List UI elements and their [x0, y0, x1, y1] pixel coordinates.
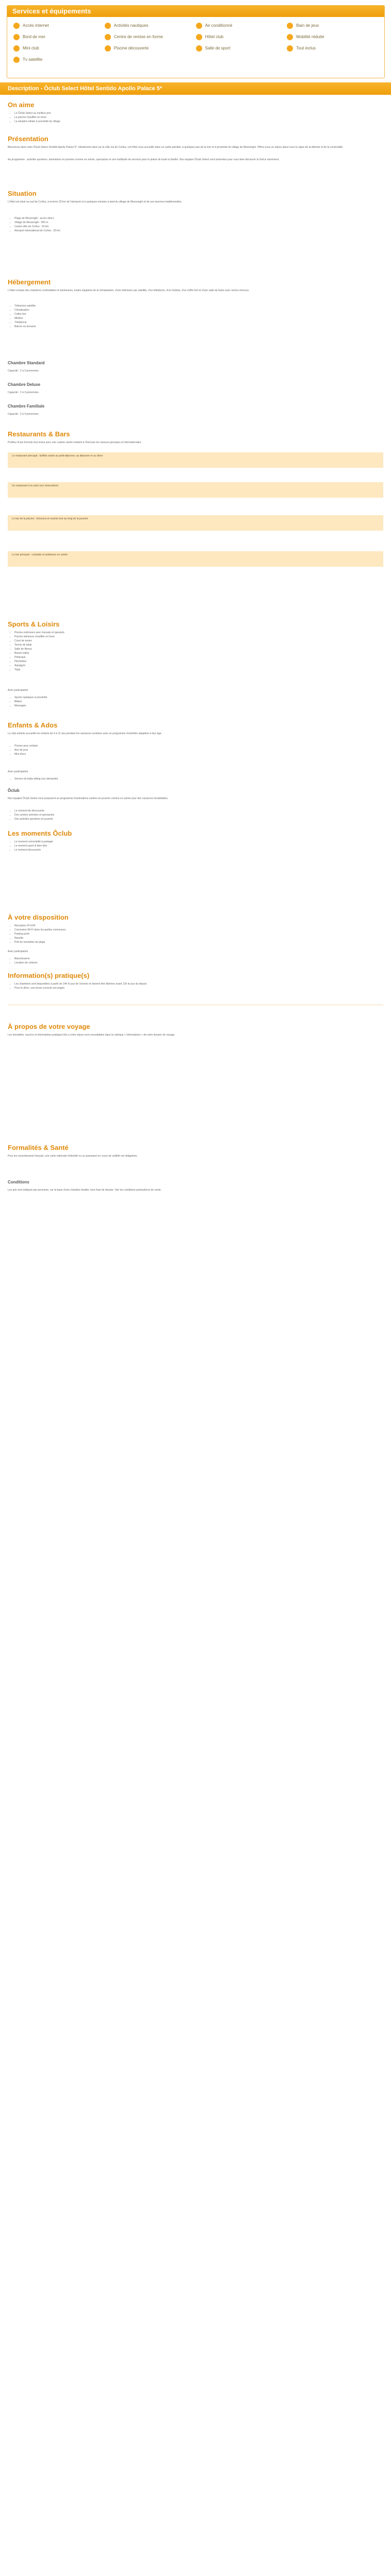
list-item: • Réception 24 h/24	[14, 924, 372, 928]
description-bar: Description - Ôclub Select Hôtel Sentido Apollo Palace 5*	[0, 82, 391, 95]
enfants-title: Enfants & Ados	[8, 721, 58, 729]
child-icon	[13, 45, 20, 52]
restaurant-highlight-4: Le bar principal : cocktails et ambiance en soirée	[8, 551, 383, 567]
list-item: • Télévision satellite	[14, 304, 372, 308]
fitness-icon	[105, 34, 111, 40]
services-panel	[7, 5, 385, 78]
list-item: • Plage de Messonghi : accès direct	[14, 216, 372, 221]
service-label: Bain de jeux	[296, 23, 319, 28]
service-label: Hôtel club	[205, 35, 224, 40]
list-item: • Centre-ville de Corfou : 20 km	[14, 225, 372, 229]
oclub-text: Nos équipes Ôclub Select vous proposent un programme d'animations variées en journée comme en soirée pour des vacances inoubliables.	[8, 797, 169, 800]
service-item	[13, 45, 105, 52]
service-item	[105, 33, 196, 41]
list-item: • Parking privé	[14, 932, 372, 936]
service-item	[105, 45, 196, 52]
sports-list	[11, 631, 372, 672]
service-label: Accès internet	[23, 23, 49, 28]
presentation-text-1: Bienvenue dans votre Ôclub Select Sentido Apollo Palace 5*. Idéalement situé sur la côte est de Corfou, cet hôtel vous accueille dans un cadre paisible, à quelques pas de la mer et à proximité du village de Messonghi. Offrez-vous un séjour placé sous le signe de la détente et de la convivialité.	[8, 146, 344, 149]
room-family-title: Chambre Familiale	[8, 404, 45, 409]
service-item	[287, 33, 378, 41]
service-item	[287, 45, 378, 52]
list-item: • Piscine intérieure chauffée en hiver	[14, 635, 372, 639]
list-item: • Massages	[14, 704, 372, 708]
restaurant-highlight-2: Un restaurant à la carte (sur réservation)	[8, 482, 383, 498]
hotel-icon	[196, 34, 202, 40]
snowflake-icon	[196, 23, 202, 29]
list-item: • Blanchisserie	[14, 957, 372, 961]
room-deluxe-title: Chambre Deluxe	[8, 382, 41, 387]
list-item: • Le moment de découverte	[14, 809, 372, 813]
sports-payant-title: Avec participation	[8, 689, 28, 692]
list-item: • Des soirées animées et spectacles	[14, 813, 372, 817]
restaurants-title: Restaurants & Bars	[8, 430, 70, 438]
service-label: Centre de remise en forme	[113, 35, 163, 40]
service-label: Mobilité réduite	[296, 35, 324, 40]
propos-text: Les formalités, vaccins et informations pratiques liés à votre séjour sont consultables dans la rubrique « Informations » de votre dossier de voyage.	[8, 1033, 175, 1037]
service-label: Salle de sport	[205, 46, 231, 51]
list-item: • La situation idéale à proximité du village	[14, 120, 372, 124]
prevoir-payant-title: Avec participation	[8, 950, 28, 953]
situation-text: L'hôtel est situé au sud de Corfou, à environ 20 km de l'aéroport et à quelques minutes à pied du village de Messonghi et de ses tavernes traditionnelles.	[8, 200, 182, 204]
service-label: Activités nautiques	[113, 23, 149, 28]
list-item: • La piscine chauffée en hiver	[14, 115, 372, 120]
star-icon	[287, 45, 293, 52]
list-item: • Le Ôclub Select au meilleur prix	[14, 111, 372, 115]
list-item: • Aire de jeux	[14, 748, 372, 752]
list-item: • Location de voitures	[14, 961, 372, 965]
info-list	[11, 982, 372, 990]
list-item: • Village de Messonghi : 500 m	[14, 221, 372, 225]
enfants-payant-title: Avec participation	[8, 770, 28, 773]
list-item: • Navette	[14, 936, 372, 940]
service-item	[196, 22, 287, 29]
list-item: • Connexion Wi-Fi dans les parties communes	[14, 928, 372, 932]
hebergement-list	[11, 304, 372, 329]
pool-icon	[105, 45, 111, 52]
restaurant-highlight-3: Le bar de la piscine : boissons et snacks tout au long de la journée	[8, 515, 383, 531]
list-item: • Balcon ou terrasse	[14, 325, 372, 329]
wifi-icon	[13, 23, 20, 29]
services-grid	[7, 17, 384, 69]
service-item	[105, 22, 196, 29]
service-item	[196, 45, 287, 52]
list-item: • Piscine pour enfants	[14, 744, 372, 748]
info-title: Information(s) pratique(s)	[8, 972, 90, 979]
situation-title: Situation	[8, 190, 37, 197]
service-label: Mini club	[23, 46, 39, 51]
restaurants-text: Profitez d'une formule tout inclus avec une cuisine variée mettant à l'honneur les saveurs grecques et internationales.	[8, 441, 142, 444]
service-item	[196, 33, 287, 41]
list-item: • Les chambres sont disponibles à partir de 14h le jour de l'arrivée et doivent être libérées avant 12h le jour du départ.	[14, 982, 372, 986]
room-standard-detail: Capacité : 2 à 3 personnes	[8, 369, 39, 372]
enfants-text: Le club enfants accueille les enfants de 4 à 12 ans pendant les vacances scolaires avec un programme d'activités adaptées à leur âge.	[8, 732, 162, 735]
room-family-detail: Capacité : 2 à 4 personnes	[8, 413, 39, 416]
list-item: • Beach-volley	[14, 651, 372, 655]
swim-icon	[105, 23, 111, 29]
kids-icon	[287, 23, 293, 29]
enfants-list	[11, 744, 372, 756]
oclub-list	[11, 809, 372, 821]
service-label: Piscine découverte	[113, 46, 149, 51]
list-item: • Pour le dîner, une tenue correcte est exigée.	[14, 986, 372, 990]
list-item: • Minibar	[14, 316, 372, 320]
service-item	[13, 56, 105, 63]
list-item: • Téléphone	[14, 320, 372, 325]
presentation-title: Présentation	[8, 135, 48, 143]
list-item: • Coffre-fort	[14, 312, 372, 316]
list-item: • Aéroport international de Corfou : 20 km	[14, 229, 372, 233]
service-item	[13, 22, 105, 29]
list-item: • Fléchettes	[14, 659, 372, 664]
service-label: Tout inclus	[296, 46, 316, 51]
formalites-text: Pour les ressortissants français, une carte nationale d'identité ou un passeport en cours de validité est obligatoire.	[8, 1155, 138, 1158]
service-item	[287, 22, 378, 29]
service-label: Air conditionné	[205, 23, 233, 28]
enfants-payant-list	[11, 777, 372, 781]
list-item: • Tennis de table	[14, 643, 372, 647]
list-item: • Aquagym	[14, 664, 372, 668]
hebergement-text: L'hôtel compte des chambres confortables et lumineuses, toutes équipées de la climatisation, d'une télévision par satellite, d'un téléphone, d'un minibar, d'un coffre-fort et d'une salle de bains avec sèche-cheveux.	[8, 289, 250, 292]
prevoir-title: À votre disposition	[8, 913, 69, 921]
list-item: • Pétanque	[14, 655, 372, 659]
tv-icon	[13, 57, 20, 63]
list-item: • Des activités sportives en journée	[14, 817, 372, 821]
service-item	[13, 33, 105, 41]
moments-title: Les moments Ôclub	[8, 829, 72, 837]
room-standard-title: Chambre Standard	[8, 361, 45, 365]
oclub-title: Ôclub	[8, 788, 20, 793]
conditions-title: Conditions	[8, 1180, 29, 1184]
list-item: • Le moment découverte	[14, 848, 372, 852]
on-aime-title: On aime	[8, 101, 35, 109]
list-item: • Le moment sport & bien-être	[14, 844, 372, 848]
list-item: • Court de tennis	[14, 639, 372, 643]
room-deluxe-detail: Capacité : 2 à 3 personnes	[8, 391, 39, 394]
restaurant-highlight-1: Le restaurant principal : buffets variés au petit-déjeuner, au déjeuner et au dîner	[8, 452, 383, 468]
list-item: • Mini disco	[14, 752, 372, 756]
hebergement-title: Hébergement	[8, 278, 51, 286]
situation-list	[11, 216, 372, 233]
list-item: • Billard	[14, 700, 372, 704]
list-item: • Salle de fitness	[14, 647, 372, 651]
conditions-text: Les prix sont indiqués par personne, sur la base d'une chambre double, hors frais de dossier. Voir les conditions particulières de vente.	[8, 1189, 162, 1192]
list-item: • Yoga	[14, 668, 372, 672]
list-item: • Service de baby-sitting (sur demande)	[14, 777, 372, 781]
service-label: Bord de mer	[23, 35, 46, 40]
sports-title: Sports & Loisirs	[8, 620, 60, 628]
dumbbell-icon	[196, 45, 202, 52]
service-label: Tv satellite	[23, 57, 43, 62]
sports-payant-list	[11, 696, 372, 708]
wheelchair-icon	[287, 34, 293, 40]
services-title: Services et équipements	[7, 6, 384, 17]
list-item: • Climatisation	[14, 308, 372, 312]
presentation-text-2: Au programme : activités sportives, animations en journée comme en soirée, spectacles et une multitude de services pour le plaisir de toute la famille. Nos équipes Ôclub Select sont présentes pour vous faire découvrir la Grèce autrement.	[8, 158, 280, 161]
prevoir-list	[11, 924, 372, 944]
prevoir-payant-list	[11, 957, 372, 965]
moments-list	[11, 840, 372, 852]
list-item: • Prêt de serviettes de plage	[14, 940, 372, 944]
wave-icon	[13, 34, 20, 40]
list-item: • Piscine extérieure avec transats et parasols	[14, 631, 372, 635]
on-aime-list	[11, 111, 372, 124]
formalites-title: Formalités & Santé	[8, 1144, 69, 1151]
propos-title: À propos de votre voyage	[8, 1023, 90, 1030]
list-item: • Sports nautiques à proximité	[14, 696, 372, 700]
list-item: • Le moment convivialité à partager	[14, 840, 372, 844]
